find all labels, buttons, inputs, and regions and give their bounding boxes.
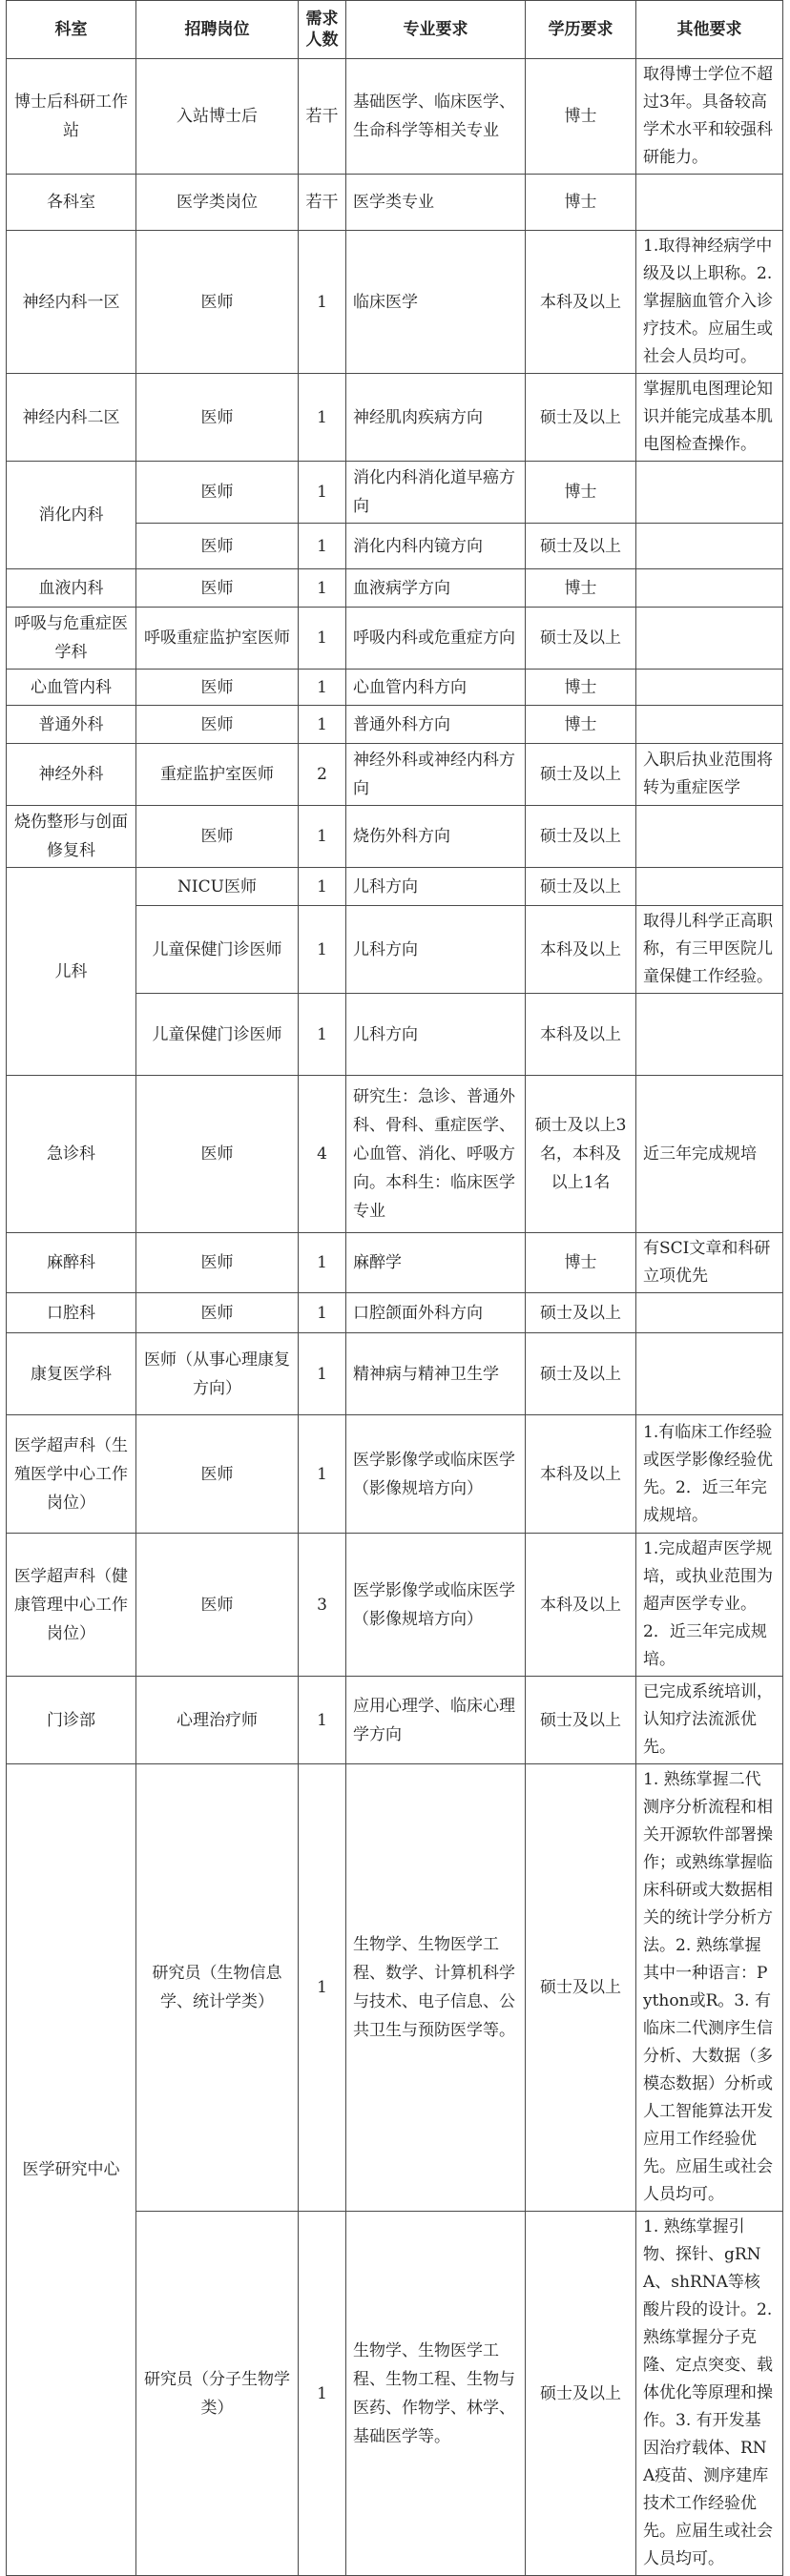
table-row xyxy=(7,175,783,231)
num-cell: 1 xyxy=(299,1333,346,1415)
recruitment-table xyxy=(6,0,783,2576)
edu-cell: 本科及以上 xyxy=(526,906,636,994)
num-cell: 1 xyxy=(299,868,346,906)
edu-cell: 硕士及以上3名，本科及以上1名 xyxy=(526,1076,636,1233)
header-major: 专业要求 xyxy=(346,1,526,59)
edu-cell: 本科及以上 xyxy=(526,994,636,1076)
edu-cell: 硕士及以上 xyxy=(526,2212,636,2576)
post-cell: 儿童保健门诊医师 xyxy=(136,994,299,1076)
table-row xyxy=(7,59,783,175)
dept-cell: 烧伤整形与创面修复科 xyxy=(7,806,136,868)
post-cell: 医学类岗位 xyxy=(136,175,299,231)
other-cell: 1.有临床工作经验或医学影像经验优先。2．近三年完成规培。 xyxy=(636,1415,783,1534)
major-cell: 应用心理学、临床心理学方向 xyxy=(346,1677,526,1764)
dept-cell: 血液内科 xyxy=(7,569,136,608)
other-cell: 已完成系统培训，认知疗法流派优先。 xyxy=(636,1677,783,1764)
dept-cell: 麻醉科 xyxy=(7,1233,136,1293)
post-cell: 医师 xyxy=(136,231,299,374)
edu-cell: 博士 xyxy=(526,1233,636,1293)
dept-cell: 医学超声科（生殖医学中心工作岗位） xyxy=(7,1415,136,1534)
dept-cell: 儿科 xyxy=(7,868,136,1076)
num-cell: 1 xyxy=(299,994,346,1076)
header-num: 需求人数 xyxy=(299,1,346,59)
table-row xyxy=(7,1764,783,2212)
num-cell: 1 xyxy=(299,1764,346,2212)
post-cell: 医师 xyxy=(136,462,299,524)
edu-cell: 博士 xyxy=(526,59,636,175)
num-cell: 1 xyxy=(299,608,346,670)
other-cell: 取得博士学位不超过3年。具备较高学术水平和较强科研能力。 xyxy=(636,59,783,175)
post-cell: 研究员（分子生物学类） xyxy=(136,2212,299,2576)
dept-cell: 各科室 xyxy=(7,175,136,231)
other-cell xyxy=(636,994,783,1076)
dept-cell: 神经外科 xyxy=(7,744,136,806)
num-cell: 1 xyxy=(299,906,346,994)
major-cell: 口腔颌面外科方向 xyxy=(346,1293,526,1333)
other-cell xyxy=(636,670,783,706)
dept-cell: 康复医学科 xyxy=(7,1333,136,1415)
dept-cell: 医学超声科（健康管理中心工作岗位） xyxy=(7,1534,136,1677)
recruitment-table-wrapper xyxy=(6,0,782,2576)
dept-cell: 急诊科 xyxy=(7,1076,136,1233)
other-cell xyxy=(636,175,783,231)
edu-cell: 本科及以上 xyxy=(526,1534,636,1677)
dept-cell: 医学研究中心 xyxy=(7,1764,136,2576)
post-cell: 医师 xyxy=(136,374,299,462)
other-cell xyxy=(636,569,783,608)
edu-cell: 硕士及以上 xyxy=(526,1333,636,1415)
header-other: 其他要求 xyxy=(636,1,783,59)
edu-cell: 硕士及以上 xyxy=(526,1764,636,2212)
major-cell: 临床医学 xyxy=(346,231,526,374)
table-row xyxy=(7,374,783,462)
table-row xyxy=(7,1333,783,1415)
post-cell: 医师（从事心理康复方向） xyxy=(136,1333,299,1415)
edu-cell: 博士 xyxy=(526,706,636,744)
table-row xyxy=(7,1415,783,1534)
table-body xyxy=(7,59,783,2576)
major-cell: 儿科方向 xyxy=(346,906,526,994)
num-cell: 1 xyxy=(299,231,346,374)
major-cell: 麻醉学 xyxy=(346,1233,526,1293)
table-row xyxy=(7,1076,783,1233)
major-cell: 普通外科方向 xyxy=(346,706,526,744)
post-cell: 医师 xyxy=(136,806,299,868)
post-cell: 医师 xyxy=(136,524,299,569)
post-cell: 重症监护室医师 xyxy=(136,744,299,806)
major-cell: 血液病学方向 xyxy=(346,569,526,608)
post-cell: 医师 xyxy=(136,1293,299,1333)
post-cell: 研究员（生物信息学、统计学类） xyxy=(136,1764,299,2212)
other-cell xyxy=(636,524,783,569)
num-cell: 1 xyxy=(299,524,346,569)
table-row xyxy=(7,462,783,524)
major-cell: 生物学、生物医学工程、数学、计算机科学与技术、电子信息、公共卫生与预防医学等。 xyxy=(346,1764,526,2212)
post-cell: 医师 xyxy=(136,1076,299,1233)
other-cell: 近三年完成规培 xyxy=(636,1076,783,1233)
edu-cell: 硕士及以上 xyxy=(526,806,636,868)
major-cell: 消化内科内镜方向 xyxy=(346,524,526,569)
major-cell: 精神病与精神卫生学 xyxy=(346,1333,526,1415)
other-cell: 取得儿科学正高职称，有三甲医院儿童保健工作经验。 xyxy=(636,906,783,994)
table-row xyxy=(7,1677,783,1764)
post-cell: 医师 xyxy=(136,1415,299,1534)
post-cell: 医师 xyxy=(136,1233,299,1293)
num-cell: 1 xyxy=(299,1293,346,1333)
post-cell: 医师 xyxy=(136,1534,299,1677)
post-cell: 心理治疗师 xyxy=(136,1677,299,1764)
edu-cell: 博士 xyxy=(526,670,636,706)
table-row xyxy=(7,1233,783,1293)
num-cell: 1 xyxy=(299,1677,346,1764)
edu-cell: 博士 xyxy=(526,175,636,231)
other-cell: 1. 熟练掌握二代测序分析流程和相关开源软件部署操作；或熟练掌握临床科研或大数据相关的统计学分析方法。2. 熟练掌握其中一种语言：Python或R。3. 有临床二代测序生信分析、大数据（多模态数据）分析或人工智能算法开发应用工作经验优先。应届生或社会人员均可。 xyxy=(636,1764,783,2212)
dept-cell: 神经内科一区 xyxy=(7,231,136,374)
major-cell: 医学类专业 xyxy=(346,175,526,231)
major-cell: 烧伤外科方向 xyxy=(346,806,526,868)
dept-cell: 心血管内科 xyxy=(7,670,136,706)
major-cell: 医学影像学或临床医学（影像规培方向） xyxy=(346,1415,526,1534)
major-cell: 神经肌肉疾病方向 xyxy=(346,374,526,462)
major-cell: 医学影像学或临床医学（影像规培方向） xyxy=(346,1534,526,1677)
edu-cell: 硕士及以上 xyxy=(526,868,636,906)
dept-cell: 神经内科二区 xyxy=(7,374,136,462)
major-cell: 神经外科或神经内科方向 xyxy=(346,744,526,806)
num-cell: 1 xyxy=(299,2212,346,2576)
other-cell xyxy=(636,706,783,744)
dept-cell: 门诊部 xyxy=(7,1677,136,1764)
other-cell xyxy=(636,868,783,906)
edu-cell: 硕士及以上 xyxy=(526,524,636,569)
edu-cell: 硕士及以上 xyxy=(526,1677,636,1764)
num-cell: 1 xyxy=(299,670,346,706)
num-cell: 若干 xyxy=(299,59,346,175)
post-cell: 医师 xyxy=(136,670,299,706)
num-cell: 1 xyxy=(299,1233,346,1293)
edu-cell: 博士 xyxy=(526,462,636,524)
table-row xyxy=(7,744,783,806)
table-row xyxy=(7,706,783,744)
other-cell: 掌握肌电图理论知识并能完成基本肌电图检查操作。 xyxy=(636,374,783,462)
major-cell: 基础医学、临床医学、生命科学等相关专业 xyxy=(346,59,526,175)
num-cell: 1 xyxy=(299,806,346,868)
major-cell: 生物学、生物医学工程、生物工程、生物与医药、作物学、林学、基础医学等。 xyxy=(346,2212,526,2576)
major-cell: 消化内科消化道早癌方向 xyxy=(346,462,526,524)
major-cell: 心血管内科方向 xyxy=(346,670,526,706)
other-cell: 1. 熟练掌握引物、探针、gRNA、shRNA等核酸片段的设计。2. 熟练掌握分子克隆、定点突变、载体优化等原理和操作。3. 有开发基因治疗载体、RNA疫苗、测序建库技术工作经验优先。应届生或社会人员均可。 xyxy=(636,2212,783,2576)
edu-cell: 硕士及以上 xyxy=(526,1293,636,1333)
other-cell xyxy=(636,806,783,868)
major-cell: 呼吸内科或危重症方向 xyxy=(346,608,526,670)
header-edu: 学历要求 xyxy=(526,1,636,59)
dept-cell: 普通外科 xyxy=(7,706,136,744)
edu-cell: 硕士及以上 xyxy=(526,744,636,806)
dept-cell: 呼吸与危重症医学科 xyxy=(7,608,136,670)
post-cell: 儿童保健门诊医师 xyxy=(136,906,299,994)
edu-cell: 本科及以上 xyxy=(526,231,636,374)
num-cell: 1 xyxy=(299,1415,346,1534)
table-row xyxy=(7,670,783,706)
num-cell: 3 xyxy=(299,1534,346,1677)
other-cell: 有SCI文章和科研立项优先 xyxy=(636,1233,783,1293)
other-cell xyxy=(636,1293,783,1333)
table-row xyxy=(7,231,783,374)
num-cell: 4 xyxy=(299,1076,346,1233)
post-cell: NICU医师 xyxy=(136,868,299,906)
table-row xyxy=(7,1293,783,1333)
table-row xyxy=(7,608,783,670)
table-row xyxy=(7,806,783,868)
num-cell: 1 xyxy=(299,374,346,462)
num-cell: 2 xyxy=(299,744,346,806)
num-cell: 1 xyxy=(299,569,346,608)
other-cell xyxy=(636,608,783,670)
edu-cell: 本科及以上 xyxy=(526,1415,636,1534)
header-row xyxy=(7,1,783,59)
table-row xyxy=(7,569,783,608)
edu-cell: 博士 xyxy=(526,569,636,608)
dept-cell: 口腔科 xyxy=(7,1293,136,1333)
table-row xyxy=(7,1534,783,1677)
header-post: 招聘岗位 xyxy=(136,1,299,59)
major-cell: 儿科方向 xyxy=(346,868,526,906)
edu-cell: 硕士及以上 xyxy=(526,374,636,462)
post-cell: 入站博士后 xyxy=(136,59,299,175)
major-cell: 研究生：急诊、普通外科、骨科、重症医学、心血管、消化、呼吸方向。本科生：临床医学专业 xyxy=(346,1076,526,1233)
other-cell xyxy=(636,1333,783,1415)
major-cell: 儿科方向 xyxy=(346,994,526,1076)
header-dept: 科室 xyxy=(7,1,136,59)
other-cell xyxy=(636,462,783,524)
other-cell: 1.完成超声医学规培，或执业范围为超声医学专业。2．近三年完成规培。 xyxy=(636,1534,783,1677)
dept-cell: 博士后科研工作站 xyxy=(7,59,136,175)
dept-cell: 消化内科 xyxy=(7,462,136,569)
num-cell: 1 xyxy=(299,706,346,744)
other-cell: 1.取得神经病学中级及以上职称。2.掌握脑血管介入诊疗技术。应届生或社会人员均可。 xyxy=(636,231,783,374)
post-cell: 医师 xyxy=(136,569,299,608)
num-cell: 1 xyxy=(299,462,346,524)
table-row xyxy=(7,868,783,906)
edu-cell: 硕士及以上 xyxy=(526,608,636,670)
num-cell: 若干 xyxy=(299,175,346,231)
post-cell: 医师 xyxy=(136,706,299,744)
post-cell: 呼吸重症监护室医师 xyxy=(136,608,299,670)
other-cell: 入职后执业范围将转为重症医学 xyxy=(636,744,783,806)
